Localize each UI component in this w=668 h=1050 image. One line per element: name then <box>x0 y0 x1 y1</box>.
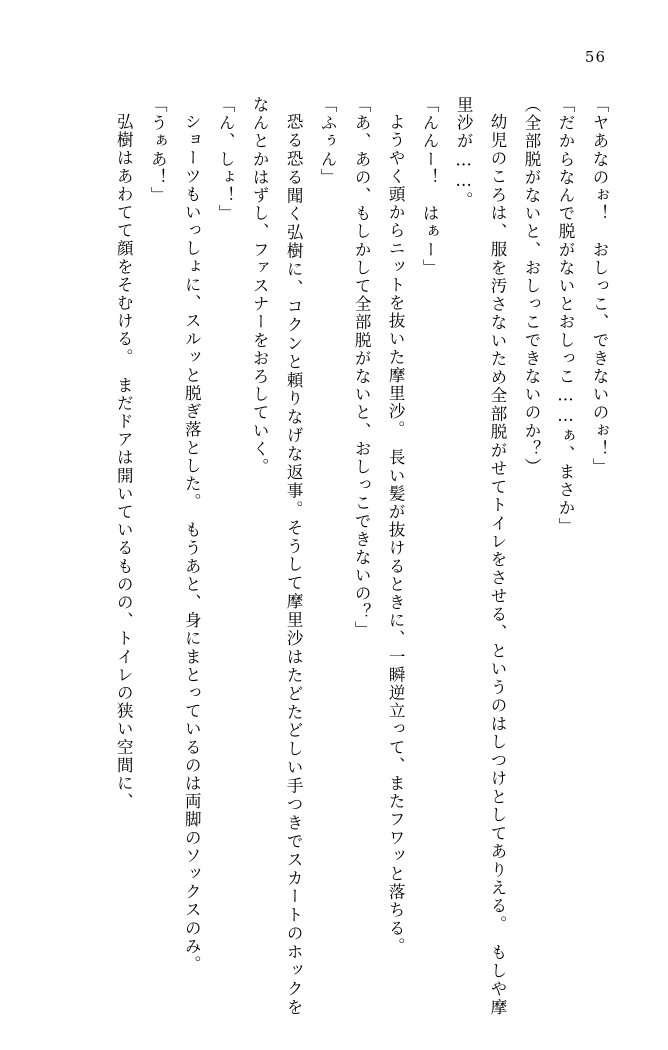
body-paragraph: 幼児のころは、服を汚さないため全部脱がせてトイレをさせる、というのはしつけとしてありえる。 もしや摩里沙が……。 <box>454 96 508 1016</box>
body-paragraph: 恐る恐る聞く弘樹に、コクンと頼りなげな返事。そうして摩里沙はたどたどしい手つきでスカートのホックをなんとかはずし、ファスナーをおろしていく。 <box>250 96 304 1016</box>
body-paragraph: 「うぁあ！」 <box>148 96 168 205</box>
body-paragraph: （全部脱がないと、おしっこできないのか？） <box>522 96 542 477</box>
body-paragraph: 弘樹はあわてて顔をそむける。 まだドアは開いているものの、トイレの狭い空間に、 <box>114 112 134 811</box>
body-paragraph: 「ん、しょ！」 <box>216 96 236 223</box>
body-paragraph: 「ヤあなのぉ！ おしっこ、できないのぉ！」 <box>590 96 609 477</box>
body-paragraph: 「ふぅん」 <box>318 96 338 187</box>
body-paragraph: 「だからなんで脱がないとおしっこ……ぁ、まさか」 <box>556 96 576 536</box>
body-paragraph: 「んんー！ はぁー」 <box>420 96 440 277</box>
page-text-body <box>36 96 616 1016</box>
body-paragraph: ようやく頭からニットを抜いた摩里沙。 長い髪が抜けるときに、一瞬逆立って、またフワッと落ちる。 <box>386 112 406 955</box>
body-paragraph: 「あ、あの、もしかして全部脱がないと、おしっこできないの？」 <box>352 96 372 639</box>
body-paragraph: ショーツもいっしょに、スルッと脱ぎ落とした。 もうあと、身にまとっているのは両脚のソックスのみ。 <box>182 112 202 974</box>
page-number: 56 <box>584 48 606 66</box>
